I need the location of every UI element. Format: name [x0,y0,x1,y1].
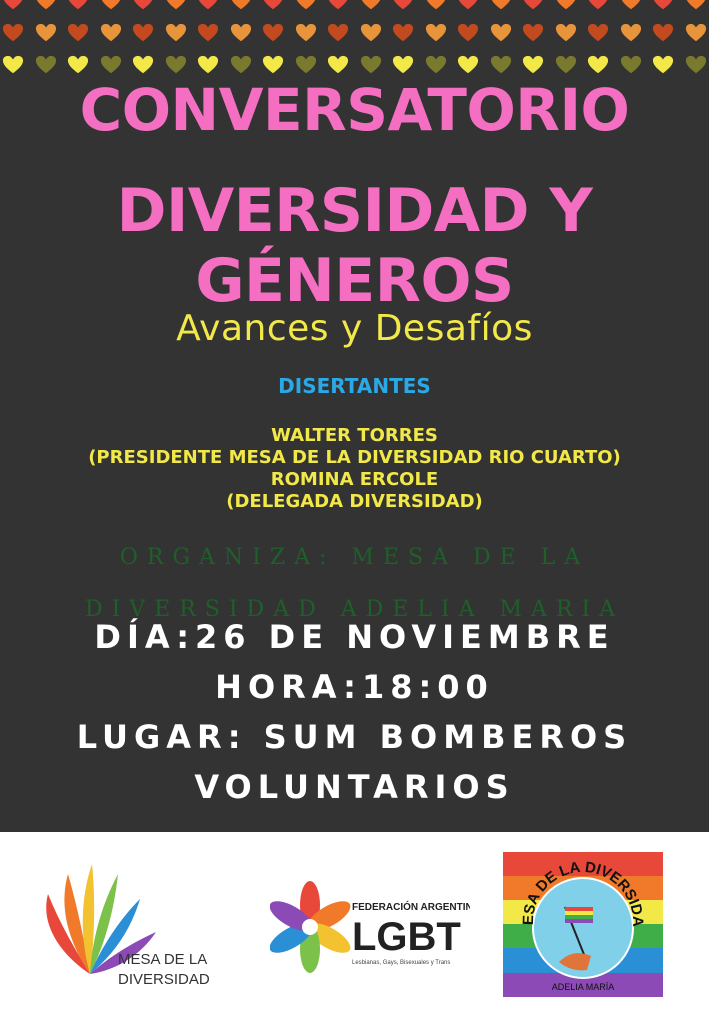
heart-icon [457,0,479,12]
poster-heading [0,176,709,316]
rainbow-flag-icon [503,852,663,997]
heart-icon [685,0,707,12]
heart-icon [262,0,284,12]
heart-icon [35,54,57,76]
heart-icon [2,54,24,76]
heart-icon [392,0,414,12]
hearts-row [0,0,709,16]
heart-icon [132,54,154,76]
heart-icon [327,22,349,44]
event-date: DÍA:26 DE NOVIEMBRE [94,618,615,656]
svg-text:DIVERSIDAD: DIVERSIDAD [118,971,210,988]
heart-icon [587,0,609,12]
heart-icon [522,54,544,76]
event-place-cont: VOLUNTARIOS [194,768,515,806]
svg-text:FEDERACIÓN ARGENTINA: FEDERACIÓN ARGENTINA [352,902,470,913]
heart-icon [392,54,414,76]
heart-icon [165,54,187,76]
heart-icon [620,22,642,44]
heart-icon [425,54,447,76]
heart-icon [295,22,317,44]
heading-line-1: DIVERSIDAD Y [116,176,593,246]
heart-icon [392,22,414,44]
heart-icon [620,54,642,76]
heart-icon [652,22,674,44]
heart-icon [360,54,382,76]
heart-icon [587,54,609,76]
heart-icon [360,22,382,44]
svg-text:MESA DE LA DIVERSIDAD: ESA DE LA DIVERSIDA [519,858,647,927]
heart-icon [67,54,89,76]
poster-subtitle: Avances y Desafíos [176,308,533,349]
heart-icon [67,22,89,44]
poster-title: CONVERSATORIO [79,76,630,144]
heart-icon [555,0,577,12]
mesa-diversidad-logo [30,854,240,994]
heart-icon [652,54,674,76]
event-place: LUGAR: SUM BOMBEROS [76,718,633,756]
heart-icon [555,22,577,44]
heart-icon [522,22,544,44]
heart-icon [262,54,284,76]
heart-icon [685,54,707,76]
heart-icon [165,0,187,12]
lgbt-federation-logo [270,872,470,982]
heart-icon [132,22,154,44]
speakers-label: DISERTANTES [278,374,431,398]
heart-icon [35,0,57,12]
event-time: HORA:18:00 [215,668,494,706]
heart-icon [262,22,284,44]
heart-icon [490,54,512,76]
heart-icon [295,54,317,76]
heart-icon [100,0,122,12]
speaker-name: WALTER TORRES [271,425,438,446]
heart-icon [327,0,349,12]
heart-icon [490,22,512,44]
heart-icon [522,0,544,12]
rainbow-fan-icon [30,854,240,994]
speaker-role: (DELEGADA DIVERSIDAD) [226,491,483,512]
organizer-line: DIVERSIDAD ADELIA MARIA [84,597,625,622]
heart-icon [165,22,187,44]
heart-icon [230,22,252,44]
heart-icon [490,0,512,12]
heart-icon [457,22,479,44]
event-details [0,612,709,812]
heart-icon [35,22,57,44]
heart-icon [587,22,609,44]
speaker-role: (PRESIDENTE MESA DE LA DIVERSIDAD RIO CUARTO) [88,447,621,468]
hearts-row [0,22,709,48]
flower-icon [270,872,470,982]
organizer-line: ORGANIZA: MESA DE LA [119,545,590,570]
heart-icon [457,54,479,76]
heart-icon [620,0,642,12]
heart-icon [555,54,577,76]
heart-icon [2,22,24,44]
heart-icon [100,22,122,44]
heart-icon [425,22,447,44]
heart-icon [652,0,674,12]
sponsor-logos [0,832,709,1024]
heart-icon [360,0,382,12]
svg-text:ADELIA MARÍA: ADELIA MARÍA [551,982,615,992]
speakers-list [0,425,709,513]
svg-text:Lesbianas, Gays, Bisexuales y: Lesbianas, Gays, Bisexuales y Trans [352,960,451,966]
heart-icon [327,54,349,76]
heart-icon [197,0,219,12]
svg-text:LGBT: LGBT [352,915,461,959]
heart-icon [197,22,219,44]
heart-icon [197,54,219,76]
speaker-name: ROMINA ERCOLE [270,469,439,490]
svg-text:MESA DE LA: MESA DE LA [118,951,208,968]
heart-icon [132,0,154,12]
heart-icon [295,0,317,12]
heart-icon [2,0,24,12]
heart-icon [230,0,252,12]
heart-icon [230,54,252,76]
heart-icon [685,22,707,44]
mesa-adelia-maria-logo [503,852,663,997]
heart-icon [67,0,89,12]
heart-icon [425,0,447,12]
heart-icon [100,54,122,76]
heading-line-2: GÉNEROS [195,246,514,316]
